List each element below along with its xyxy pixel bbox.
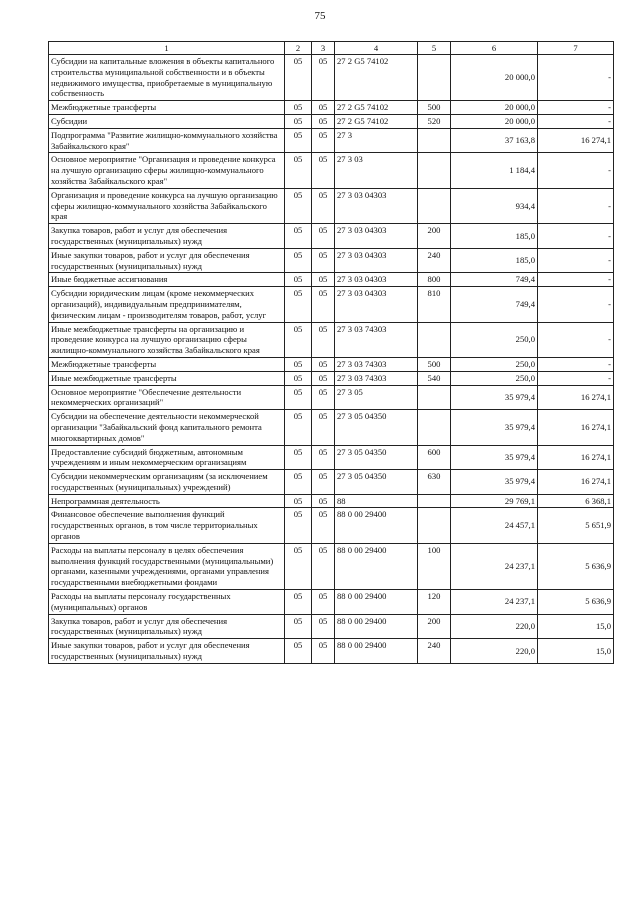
expense-type-cell: 500	[418, 101, 451, 115]
row-name-cell: Непрограммная деятельность	[49, 494, 285, 508]
table-row	[49, 248, 614, 273]
subsection-cell: 05	[312, 385, 335, 410]
section-cell: 05	[285, 188, 312, 223]
amount-2-cell: 16 274,1	[538, 128, 614, 153]
subsection-cell: 05	[312, 153, 335, 188]
budget-table	[48, 41, 614, 664]
table-row	[49, 614, 614, 639]
expense-type-cell: 500	[418, 357, 451, 371]
row-name-cell: Субсидии	[49, 114, 285, 128]
target-code-cell: 27 2 G5 74102	[335, 101, 418, 115]
amount-cell: 24 237,1	[451, 590, 538, 615]
table-row	[49, 385, 614, 410]
table-row	[49, 114, 614, 128]
expense-type-cell: 200	[418, 614, 451, 639]
subsection-cell: 05	[312, 445, 335, 470]
subsection-cell: 05	[312, 224, 335, 249]
row-name-cell: Иные межбюджетные трансферты на организацию и проведение конкурса на лучшую организацию сферы жилищно-коммунального хозяйства Забайкальского края	[49, 322, 285, 357]
subsection-cell: 05	[312, 543, 335, 589]
section-cell: 05	[285, 153, 312, 188]
section-cell: 05	[285, 543, 312, 589]
section-cell: 05	[285, 101, 312, 115]
expense-type-cell	[418, 128, 451, 153]
column-header: 3	[312, 42, 335, 55]
row-name-cell: Расходы на выплаты персоналу в целях обеспечения выполнения функций государственными (муниципальными) органами, казенными учреждениями, органами управления государственными внебюджетными фондами	[49, 543, 285, 589]
target-code-cell: 27 2 G5 74102	[335, 55, 418, 101]
table-row	[49, 410, 614, 445]
table-row	[49, 224, 614, 249]
target-code-cell: 27 3 03	[335, 153, 418, 188]
target-code-cell: 27 3 03 04303	[335, 273, 418, 287]
target-code-cell: 88 0 00 29400	[335, 590, 418, 615]
target-code-cell: 27 3 03 04303	[335, 224, 418, 249]
table-row	[49, 543, 614, 589]
section-cell: 05	[285, 590, 312, 615]
target-code-cell: 88	[335, 494, 418, 508]
row-name-cell: Субсидии юридическим лицам (кроме некоммерческих организаций), индивидуальным предпринимателям, физическим лицам - производителям товаров, работ, услуг	[49, 287, 285, 322]
section-cell: 05	[285, 357, 312, 371]
subsection-cell: 05	[312, 639, 335, 664]
amount-2-cell: -	[538, 101, 614, 115]
amount-2-cell: 16 274,1	[538, 410, 614, 445]
section-cell: 05	[285, 445, 312, 470]
target-code-cell: 27 3 03 04303	[335, 287, 418, 322]
table-row	[49, 273, 614, 287]
expense-type-cell: 240	[418, 639, 451, 664]
subsection-cell: 05	[312, 101, 335, 115]
row-name-cell: Иные межбюджетные трансферты	[49, 371, 285, 385]
target-code-cell: 27 3 05	[335, 385, 418, 410]
column-header: 1	[49, 42, 285, 55]
row-name-cell: Субсидии некоммерческим организациям (за исключением государственных (муниципальных) учреждений)	[49, 470, 285, 495]
amount-2-cell: 5 651,9	[538, 508, 614, 543]
table-row	[49, 322, 614, 357]
target-code-cell: 27 3 03 04303	[335, 188, 418, 223]
amount-cell: 20 000,0	[451, 114, 538, 128]
table-row	[49, 128, 614, 153]
table-row	[49, 508, 614, 543]
target-code-cell: 27 3 05 04350	[335, 410, 418, 445]
row-name-cell: Основное мероприятие "Обеспечение деятельности некоммерческих организаций"	[49, 385, 285, 410]
target-code-cell: 88 0 00 29400	[335, 614, 418, 639]
target-code-cell: 27 3 03 04303	[335, 248, 418, 273]
amount-2-cell: -	[538, 371, 614, 385]
row-name-cell: Иные закупки товаров, работ и услуг для обеспечения государственных (муниципальных) нужд	[49, 639, 285, 664]
subsection-cell: 05	[312, 410, 335, 445]
table-row	[49, 55, 614, 101]
row-name-cell: Межбюджетные трансферты	[49, 357, 285, 371]
table-row	[49, 639, 614, 664]
amount-cell: 35 979,4	[451, 385, 538, 410]
target-code-cell: 27 2 G5 74102	[335, 114, 418, 128]
amount-cell: 37 163,8	[451, 128, 538, 153]
expense-type-cell	[418, 410, 451, 445]
amount-2-cell: -	[538, 55, 614, 101]
row-name-cell: Иные закупки товаров, работ и услуг для обеспечения государственных (муниципальных) нужд	[49, 248, 285, 273]
table-row	[49, 153, 614, 188]
row-name-cell: Закупка товаров, работ и услуг для обеспечения государственных (муниципальных) нужд	[49, 614, 285, 639]
amount-2-cell: -	[538, 248, 614, 273]
amount-cell: 749,4	[451, 273, 538, 287]
amount-cell: 185,0	[451, 248, 538, 273]
section-cell: 05	[285, 273, 312, 287]
target-code-cell: 88 0 00 29400	[335, 639, 418, 664]
table-row	[49, 371, 614, 385]
subsection-cell: 05	[312, 494, 335, 508]
row-name-cell: Субсидии на обеспечение деятельности некоммерческой организации "Забайкальский фонд капитального ремонта многоквартирных домов"	[49, 410, 285, 445]
subsection-cell: 05	[312, 273, 335, 287]
expense-type-cell	[418, 385, 451, 410]
amount-2-cell: -	[538, 287, 614, 322]
target-code-cell: 27 3	[335, 128, 418, 153]
expense-type-cell	[418, 188, 451, 223]
row-name-cell: Межбюджетные трансферты	[49, 101, 285, 115]
section-cell: 05	[285, 614, 312, 639]
section-cell: 05	[285, 128, 312, 153]
target-code-cell: 88 0 00 29400	[335, 543, 418, 589]
section-cell: 05	[285, 248, 312, 273]
amount-cell: 749,4	[451, 287, 538, 322]
amount-cell: 185,0	[451, 224, 538, 249]
row-name-cell: Предоставление субсидий бюджетным, автономным учреждениям и иным некоммерческим организациям	[49, 445, 285, 470]
target-code-cell: 27 3 03 74303	[335, 371, 418, 385]
section-cell: 05	[285, 639, 312, 664]
subsection-cell: 05	[312, 248, 335, 273]
section-cell: 05	[285, 287, 312, 322]
subsection-cell: 05	[312, 614, 335, 639]
section-cell: 05	[285, 470, 312, 495]
section-cell: 05	[285, 371, 312, 385]
target-code-cell: 88 0 00 29400	[335, 508, 418, 543]
target-code-cell: 27 3 03 74303	[335, 322, 418, 357]
row-name-cell: Финансовое обеспечение выполнения функций государственных органов, в том числе территориальных органов	[49, 508, 285, 543]
column-header: 2	[285, 42, 312, 55]
amount-cell: 29 769,1	[451, 494, 538, 508]
amount-2-cell: 6 368,1	[538, 494, 614, 508]
subsection-cell: 05	[312, 322, 335, 357]
amount-2-cell: 15,0	[538, 614, 614, 639]
section-cell: 05	[285, 114, 312, 128]
amount-cell: 220,0	[451, 639, 538, 664]
column-header: 6	[451, 42, 538, 55]
amount-2-cell: 5 636,9	[538, 590, 614, 615]
section-cell: 05	[285, 224, 312, 249]
subsection-cell: 05	[312, 287, 335, 322]
expense-type-cell: 800	[418, 273, 451, 287]
expense-type-cell: 630	[418, 470, 451, 495]
amount-cell: 20 000,0	[451, 101, 538, 115]
table-row	[49, 494, 614, 508]
subsection-cell: 05	[312, 470, 335, 495]
amount-cell: 220,0	[451, 614, 538, 639]
amount-cell: 250,0	[451, 357, 538, 371]
column-header: 5	[418, 42, 451, 55]
row-name-cell: Расходы на выплаты персоналу государственных (муниципальных) органов	[49, 590, 285, 615]
amount-2-cell: -	[538, 153, 614, 188]
amount-cell: 250,0	[451, 371, 538, 385]
amount-2-cell: -	[538, 188, 614, 223]
expense-type-cell	[418, 494, 451, 508]
subsection-cell: 05	[312, 188, 335, 223]
subsection-cell: 05	[312, 371, 335, 385]
amount-2-cell: 16 274,1	[538, 470, 614, 495]
table-row	[49, 590, 614, 615]
column-header: 4	[335, 42, 418, 55]
subsection-cell: 05	[312, 508, 335, 543]
amount-cell: 934,4	[451, 188, 538, 223]
amount-cell: 250,0	[451, 322, 538, 357]
expense-type-cell: 240	[418, 248, 451, 273]
table-row	[49, 287, 614, 322]
row-name-cell: Иные бюджетные ассигнования	[49, 273, 285, 287]
expense-type-cell: 540	[418, 371, 451, 385]
expense-type-cell: 200	[418, 224, 451, 249]
amount-2-cell: -	[538, 273, 614, 287]
amount-2-cell: 16 274,1	[538, 445, 614, 470]
header-row	[49, 42, 614, 55]
amount-2-cell: -	[538, 357, 614, 371]
table-row	[49, 445, 614, 470]
amount-cell: 24 457,1	[451, 508, 538, 543]
expense-type-cell	[418, 55, 451, 101]
target-code-cell: 27 3 03 74303	[335, 357, 418, 371]
table-row	[49, 357, 614, 371]
table-row	[49, 101, 614, 115]
column-header: 7	[538, 42, 614, 55]
amount-2-cell: 16 274,1	[538, 385, 614, 410]
target-code-cell: 27 3 05 04350	[335, 445, 418, 470]
table-row	[49, 188, 614, 223]
subsection-cell: 05	[312, 590, 335, 615]
expense-type-cell	[418, 153, 451, 188]
section-cell: 05	[285, 385, 312, 410]
expense-type-cell: 600	[418, 445, 451, 470]
subsection-cell: 05	[312, 55, 335, 101]
section-cell: 05	[285, 508, 312, 543]
subsection-cell: 05	[312, 128, 335, 153]
amount-cell: 20 000,0	[451, 55, 538, 101]
row-name-cell: Организация и проведение конкурса на лучшую организацию сферы жилищно-коммунального хозяйства Забайкальского края	[49, 188, 285, 223]
amount-2-cell: 15,0	[538, 639, 614, 664]
amount-cell: 24 237,1	[451, 543, 538, 589]
section-cell: 05	[285, 55, 312, 101]
amount-2-cell: -	[538, 114, 614, 128]
section-cell: 05	[285, 322, 312, 357]
target-code-cell: 27 3 05 04350	[335, 470, 418, 495]
section-cell: 05	[285, 410, 312, 445]
expense-type-cell	[418, 508, 451, 543]
amount-cell: 35 979,4	[451, 410, 538, 445]
expense-type-cell: 810	[418, 287, 451, 322]
row-name-cell: Подпрограмма "Развитие жилищно-коммунального хозяйства Забайкальского края"	[49, 128, 285, 153]
amount-cell: 35 979,4	[451, 470, 538, 495]
subsection-cell: 05	[312, 357, 335, 371]
amount-2-cell: -	[538, 224, 614, 249]
subsection-cell: 05	[312, 114, 335, 128]
section-cell: 05	[285, 494, 312, 508]
row-name-cell: Субсидии на капитальные вложения в объекты капитального строительства муниципальной собственности и в объекты недвижимого имущества, приобретаемые в муниципальную собственность	[49, 55, 285, 101]
amount-2-cell: -	[538, 322, 614, 357]
expense-type-cell: 520	[418, 114, 451, 128]
amount-2-cell: 5 636,9	[538, 543, 614, 589]
table-row	[49, 470, 614, 495]
amount-cell: 1 184,4	[451, 153, 538, 188]
amount-cell: 35 979,4	[451, 445, 538, 470]
row-name-cell: Закупка товаров, работ и услуг для обеспечения государственных (муниципальных) нужд	[49, 224, 285, 249]
expense-type-cell: 100	[418, 543, 451, 589]
row-name-cell: Основное мероприятие "Организация и проведение конкурса на лучшую организацию сферы жилищно-коммунального хозяйства Забайкальского края"	[49, 153, 285, 188]
expense-type-cell	[418, 322, 451, 357]
expense-type-cell: 120	[418, 590, 451, 615]
page-number: 75	[314, 10, 326, 22]
